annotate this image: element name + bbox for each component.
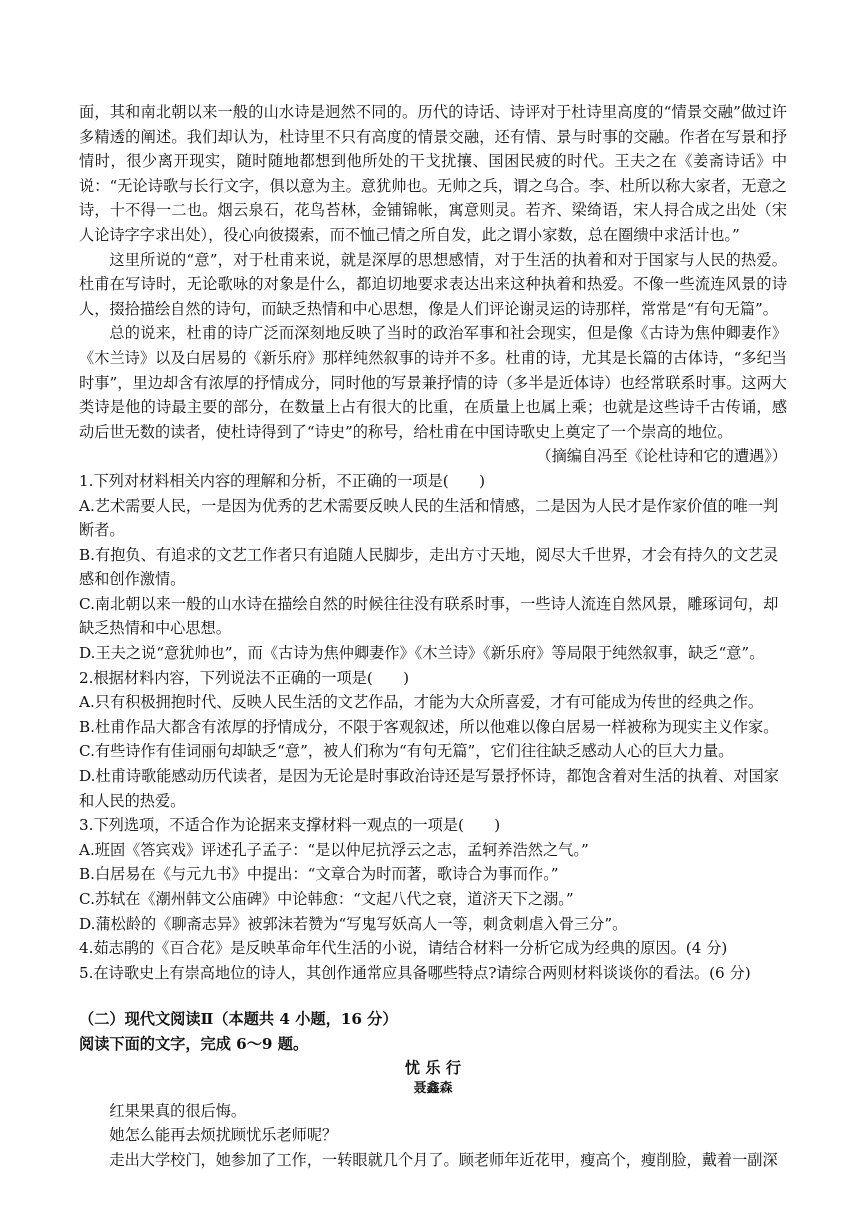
- option-d: D.蒲松龄的《聊斋志异》被郭沫若赞为“写鬼写妖高人一等，刺贪刺虐入骨三分”。: [79, 914, 628, 933]
- option-a: A.班固《答宾戏》评述孔子孟子：“是以仲尼抗浮云之志，孟轲养浩然之气。”: [79, 840, 589, 859]
- question-2: [79, 666, 787, 814]
- option-c: C.南北朝以来一般的山水诗在描绘自然的时候往往没有联系时事，一些诗人流连自然风景，雕琢词句，却缺乏热情和中心思想。: [79, 594, 779, 638]
- section-spacer: [79, 985, 787, 1007]
- option-c: C.苏轼在《潮州韩文公庙碑》中论韩愈：“文起八代之衰，道济天下之溺。”: [79, 890, 574, 908]
- story-line-2: 她怎么能再去烦扰顾忧乐老师呢？: [109, 1126, 338, 1145]
- exam-page: [79, 100, 787, 1172]
- question-stem: 3.下列选项，不适合作为论据来支撑材料一观点的一项是( ): [79, 816, 501, 835]
- story-title: 忧 乐 行: [404, 1058, 462, 1077]
- option-a: A.艺术需要人民，一是因为优秀的艺术需要反映人民的生活和情感，二是因为人民才是作家价值的唯一判断者。: [79, 496, 779, 540]
- question-4: 4.茹志鹃的《百合花》是反映革命年代生活的小说，请结合材料一分析它成为经典的原因。(4 分): [79, 939, 728, 958]
- option-d: D.王夫之说“意犹帅也”，而《古诗为焦仲卿妻作》《木兰诗》《新乐府》等局限于纯然叙事，缺乏“意”。: [79, 644, 765, 663]
- option-d: D.杜甫诗歌能感动历代读者，是因为无论是时事政治诗还是写景抒怀诗，都饱含着对生活的执着、对国家和人民的热爱。: [79, 767, 779, 810]
- story-line-1: 红果果真的很后悔。: [109, 1101, 247, 1120]
- option-b: B.有抱负、有追求的文艺工作者只有追随人民脚步，走出方寸天地，阅尽大千世界，才会有持久的文艺灵感和创作激情。: [79, 545, 779, 589]
- essay-paragraph-2: 这里所说的“意”，对于杜甫来说，就是深厚的思想感情，对于生活的执着和对于国家与人民的热爱。杜甫在写诗时，无论歌咏的对象是什么，都迫切地要求表达出来这种执着和热爱。不像一些流连风景的诗人，掇拾描绘自然的诗句，而缺乏热情和中心思想，像是人们评论谢灵运的诗那样，常常是“有句无篇”。: [79, 250, 787, 318]
- essay-source: （摘编自冯至《论杜诗和它的遭遇》）: [536, 447, 787, 466]
- essay-paragraph-1: 面，其和南北朝以来一般的山水诗是迥然不同的。历代的诗话、诗评对于杜诗里高度的“情景交融”做过许多精透的阐述。我们却认为，杜诗里不只有高度的情景交融，还有情、景与时事的交融。作者在写景和抒情时，很少离开现实，随时随地都想到他所处的干戈扰攘、国困民疲的时代。王夫之在《姜斋诗话》中说：“无论诗歌与长行文字，俱以意为主。意犹帅也。无帅之兵，谓之乌合。李、杜所以称大家者，无意之诗，十不得一二也。烟云泉石，花鸟苔林，金铺锦帐，寓意则灵。若齐、梁绮语，宋人挦合成之出处（宋人论诗字字求出处），役心向彼掇索，而不恤己情之所自发，此之谓小家数，总在圈缋中求活计也。”: [79, 103, 787, 244]
- option-a: A.只有积极拥抱时代、反映人民生活的文艺作品，才能为大众所喜爱，才有可能成为传世的经典之作。: [79, 693, 764, 712]
- story-author: 聂鑫森: [413, 1080, 453, 1096]
- essay-paragraph-3: 总的说来，杜甫的诗广泛而深刻地反映了当时的政治军事和社会现实，但是像《古诗为焦仲卿妻作》《木兰诗》以及白居易的《新乐府》那样纯然叙事的诗并不多。杜甫的诗，尤其是长篇的古体诗，“多纪当时事”，里边却含有浓厚的抒情成分，同时他的写景兼抒情的诗（多半是近体诗）也经常联系时事。这两大类诗是他的诗最主要的部分，在数量上占有很大的比重，在质量上也属上乘；也就是这些诗千古传诵，感动后世无数的读者，使杜诗得到了“诗史”的称号，给杜甫在中国诗歌史上奠定了一个崇高的地位。: [79, 324, 787, 441]
- question-stem: 1.下列对材料相关内容的理解和分析，不正确的一项是( ): [79, 471, 486, 490]
- option-c: C.有些诗作有佳词丽句却缺乏“意”，被人们称为“有句无篇”，它们往往缺乏感动人心的巨大力量。: [79, 742, 734, 761]
- question-stem: 2.根据材料内容，下列说法不正确的一项是( ): [79, 668, 410, 687]
- question-5: 5.在诗歌史上有崇高地位的诗人，其创作通常应具备哪些特点?请综合两则材料谈谈你的看法。(6 分): [79, 963, 751, 982]
- option-b: B.杜甫作品大都含有浓厚的抒情成分，不限于客观叙述，所以他难以像白居易一样被称为现实主义作家。: [79, 717, 779, 736]
- section-heading: （二）现代文阅读Ⅱ（本题共 4 小题，16 分）: [79, 1010, 398, 1029]
- section-instruction: 阅读下面的文字，完成 6～9 题。: [79, 1034, 309, 1053]
- question-1: [79, 469, 787, 666]
- story-line-3: 走出大学校门，她参加了工作，一转眼就几个月了。顾老师年近花甲，瘦高个，瘦削脸，戴着一副深: [109, 1150, 778, 1169]
- question-3: [79, 813, 787, 936]
- option-b: B.白居易在《与元九书》中提出：“文章合为时而著，歌诗合为事而作。”: [79, 865, 559, 884]
